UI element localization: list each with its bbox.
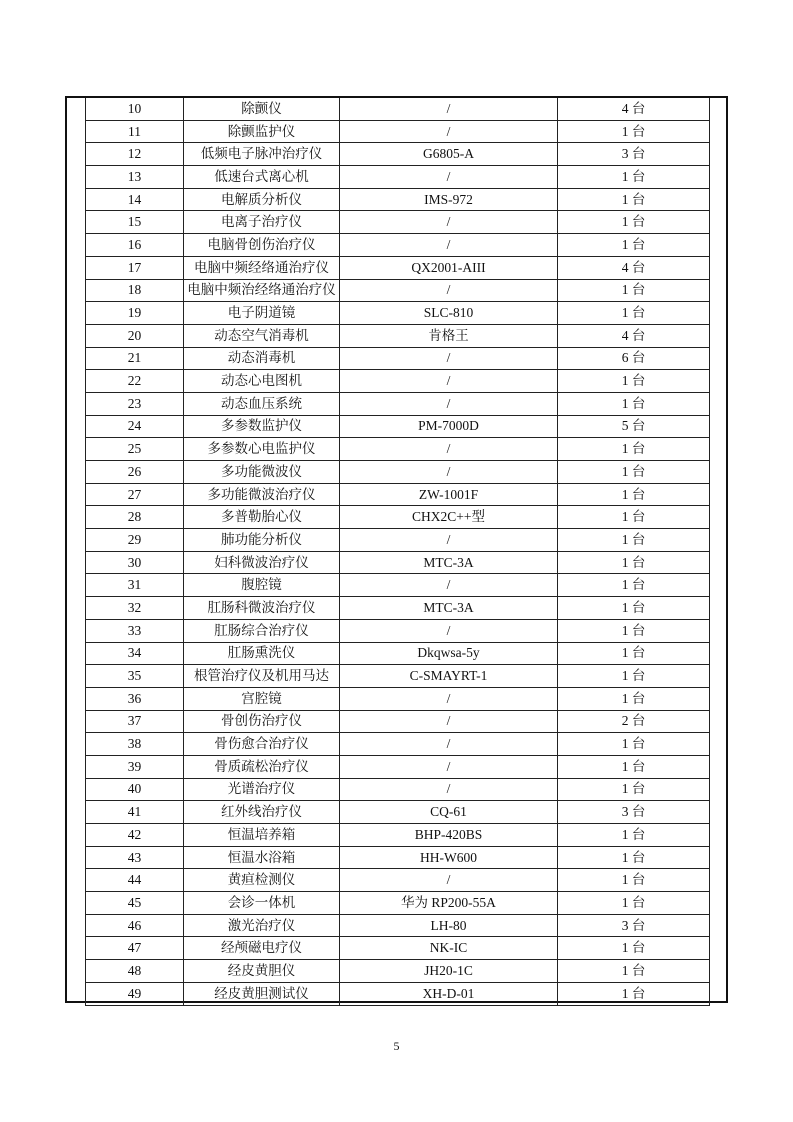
model-cell: / <box>340 755 558 778</box>
equipment-name-cell: 根管治疗仪及机用马达 <box>184 665 340 688</box>
table-row <box>86 188 710 211</box>
quantity-cell: 1 台 <box>558 778 710 801</box>
row-number-cell: 48 <box>86 960 184 983</box>
table-row <box>86 801 710 824</box>
table-row <box>86 665 710 688</box>
row-number-cell: 31 <box>86 574 184 597</box>
model-cell: / <box>340 733 558 756</box>
equipment-name-cell: 光谱治疗仪 <box>184 778 340 801</box>
quantity-cell: 1 台 <box>558 211 710 234</box>
equipment-name-cell: 黄疸检测仪 <box>184 869 340 892</box>
quantity-cell: 2 台 <box>558 710 710 733</box>
row-number-cell: 32 <box>86 597 184 620</box>
model-cell: IMS-972 <box>340 188 558 211</box>
equipment-name-cell: 肛肠综合治疗仪 <box>184 619 340 642</box>
row-number-cell: 12 <box>86 143 184 166</box>
table-row <box>86 710 710 733</box>
table-row <box>86 551 710 574</box>
table-row <box>86 824 710 847</box>
equipment-name-cell: 电离子治疗仪 <box>184 211 340 234</box>
model-cell: / <box>340 710 558 733</box>
quantity-cell: 4 台 <box>558 98 710 120</box>
equipment-name-cell: 骨创伤治疗仪 <box>184 710 340 733</box>
table-row <box>86 869 710 892</box>
equipment-name-cell: 电子阴道镜 <box>184 302 340 325</box>
model-cell: PM-7000D <box>340 415 558 438</box>
quantity-cell: 1 台 <box>558 960 710 983</box>
model-cell: NK-IC <box>340 937 558 960</box>
row-number-cell: 10 <box>86 98 184 120</box>
model-cell: / <box>340 687 558 710</box>
equipment-name-cell: 激光治疗仪 <box>184 914 340 937</box>
equipment-name-cell: 电解质分析仪 <box>184 188 340 211</box>
model-cell: JH20-1C <box>340 960 558 983</box>
quantity-cell: 1 台 <box>558 574 710 597</box>
quantity-cell: 1 台 <box>558 824 710 847</box>
table-row <box>86 982 710 1005</box>
quantity-cell: 1 台 <box>558 461 710 484</box>
table-row <box>86 234 710 257</box>
model-cell: / <box>340 461 558 484</box>
quantity-cell: 1 台 <box>558 120 710 143</box>
row-number-cell: 41 <box>86 801 184 824</box>
equipment-name-cell: 动态消毒机 <box>184 347 340 370</box>
table-row <box>86 324 710 347</box>
table-row <box>86 483 710 506</box>
equipment-name-cell: 多参数心电监护仪 <box>184 438 340 461</box>
equipment-name-cell: 经皮黄胆测试仪 <box>184 982 340 1005</box>
quantity-cell: 1 台 <box>558 551 710 574</box>
model-cell: / <box>340 438 558 461</box>
row-number-cell: 45 <box>86 892 184 915</box>
equipment-name-cell: 多功能微波仪 <box>184 461 340 484</box>
quantity-cell: 3 台 <box>558 801 710 824</box>
row-number-cell: 20 <box>86 324 184 347</box>
row-number-cell: 33 <box>86 619 184 642</box>
row-number-cell: 16 <box>86 234 184 257</box>
quantity-cell: 1 台 <box>558 665 710 688</box>
equipment-name-cell: 妇科微波治疗仪 <box>184 551 340 574</box>
quantity-cell: 4 台 <box>558 324 710 347</box>
row-number-cell: 19 <box>86 302 184 325</box>
row-number-cell: 26 <box>86 461 184 484</box>
quantity-cell: 4 台 <box>558 256 710 279</box>
model-cell: ZW-1001F <box>340 483 558 506</box>
row-number-cell: 18 <box>86 279 184 302</box>
row-number-cell: 49 <box>86 982 184 1005</box>
equipment-name-cell: 宫腔镜 <box>184 687 340 710</box>
row-number-cell: 11 <box>86 120 184 143</box>
table-row <box>86 937 710 960</box>
table-row <box>86 279 710 302</box>
row-number-cell: 30 <box>86 551 184 574</box>
table-row <box>86 506 710 529</box>
model-cell: / <box>340 279 558 302</box>
row-number-cell: 23 <box>86 392 184 415</box>
model-cell: Dkqwsa-5y <box>340 642 558 665</box>
model-cell: / <box>340 166 558 189</box>
quantity-cell: 1 台 <box>558 370 710 393</box>
quantity-cell: 1 台 <box>558 483 710 506</box>
model-cell: CHX2C++型 <box>340 506 558 529</box>
model-cell: / <box>340 370 558 393</box>
quantity-cell: 1 台 <box>558 687 710 710</box>
model-cell: G6805-A <box>340 143 558 166</box>
row-number-cell: 14 <box>86 188 184 211</box>
quantity-cell: 1 台 <box>558 597 710 620</box>
row-number-cell: 44 <box>86 869 184 892</box>
equipment-name-cell: 电脑中频治经络通治疗仪 <box>184 279 340 302</box>
table-row <box>86 642 710 665</box>
equipment-name-cell: 除颤监护仪 <box>184 120 340 143</box>
row-number-cell: 27 <box>86 483 184 506</box>
row-number-cell: 34 <box>86 642 184 665</box>
quantity-cell: 1 台 <box>558 733 710 756</box>
quantity-cell: 1 台 <box>558 619 710 642</box>
model-cell: 华为 RP200-55A <box>340 892 558 915</box>
row-number-cell: 47 <box>86 937 184 960</box>
equipment-name-cell: 腹腔镜 <box>184 574 340 597</box>
quantity-cell: 1 台 <box>558 529 710 552</box>
model-cell: / <box>340 211 558 234</box>
model-cell: XH-D-01 <box>340 982 558 1005</box>
equipment-name-cell: 肛肠熏洗仪 <box>184 642 340 665</box>
model-cell: / <box>340 120 558 143</box>
row-number-cell: 46 <box>86 914 184 937</box>
row-number-cell: 35 <box>86 665 184 688</box>
row-number-cell: 17 <box>86 256 184 279</box>
quantity-cell: 1 台 <box>558 188 710 211</box>
equipment-name-cell: 恒温水浴箱 <box>184 846 340 869</box>
row-number-cell: 13 <box>86 166 184 189</box>
table-row <box>86 892 710 915</box>
row-number-cell: 39 <box>86 755 184 778</box>
row-number-cell: 43 <box>86 846 184 869</box>
row-number-cell: 36 <box>86 687 184 710</box>
table-row <box>86 733 710 756</box>
quantity-cell: 3 台 <box>558 143 710 166</box>
quantity-cell: 3 台 <box>558 914 710 937</box>
model-cell: / <box>340 529 558 552</box>
row-number-cell: 21 <box>86 347 184 370</box>
row-number-cell: 37 <box>86 710 184 733</box>
equipment-name-cell: 肺功能分析仪 <box>184 529 340 552</box>
page-number: 5 <box>393 1039 400 1053</box>
model-cell: / <box>340 869 558 892</box>
table-row <box>86 778 710 801</box>
equipment-table-body <box>86 98 710 1005</box>
quantity-cell: 1 台 <box>558 506 710 529</box>
equipment-name-cell: 动态心电图机 <box>184 370 340 393</box>
table-row <box>86 438 710 461</box>
model-cell: / <box>340 98 558 120</box>
table-row <box>86 461 710 484</box>
equipment-name-cell: 电脑中频经络通治疗仪 <box>184 256 340 279</box>
model-cell: SLC-810 <box>340 302 558 325</box>
equipment-name-cell: 动态血压系统 <box>184 392 340 415</box>
table-row <box>86 120 710 143</box>
quantity-cell: 1 台 <box>558 869 710 892</box>
table-row <box>86 211 710 234</box>
model-cell: QX2001-AIII <box>340 256 558 279</box>
equipment-name-cell: 经颅磁电疗仪 <box>184 937 340 960</box>
equipment-name-cell: 低速台式离心机 <box>184 166 340 189</box>
model-cell: / <box>340 619 558 642</box>
quantity-cell: 1 台 <box>558 892 710 915</box>
equipment-name-cell: 红外线治疗仪 <box>184 801 340 824</box>
equipment-name-cell: 电脑骨创伤治疗仪 <box>184 234 340 257</box>
model-cell: / <box>340 574 558 597</box>
quantity-cell: 5 台 <box>558 415 710 438</box>
quantity-cell: 1 台 <box>558 846 710 869</box>
model-cell: CQ-61 <box>340 801 558 824</box>
table-row <box>86 755 710 778</box>
quantity-cell: 1 台 <box>558 166 710 189</box>
equipment-name-cell: 多普勒胎心仪 <box>184 506 340 529</box>
table-row <box>86 960 710 983</box>
row-number-cell: 42 <box>86 824 184 847</box>
equipment-name-cell: 恒温培养箱 <box>184 824 340 847</box>
row-number-cell: 28 <box>86 506 184 529</box>
table-row <box>86 98 710 120</box>
equipment-name-cell: 动态空气消毒机 <box>184 324 340 347</box>
quantity-cell: 1 台 <box>558 982 710 1005</box>
row-number-cell: 22 <box>86 370 184 393</box>
equipment-name-cell: 多功能微波治疗仪 <box>184 483 340 506</box>
model-cell: / <box>340 234 558 257</box>
equipment-table <box>85 98 710 1006</box>
model-cell: C-SMAYRT-1 <box>340 665 558 688</box>
row-number-cell: 40 <box>86 778 184 801</box>
table-row <box>86 846 710 869</box>
table-row <box>86 256 710 279</box>
row-number-cell: 25 <box>86 438 184 461</box>
table-row <box>86 347 710 370</box>
row-number-cell: 24 <box>86 415 184 438</box>
table-row <box>86 574 710 597</box>
model-cell: HH-W600 <box>340 846 558 869</box>
table-row <box>86 619 710 642</box>
quantity-cell: 1 台 <box>558 302 710 325</box>
row-number-cell: 15 <box>86 211 184 234</box>
quantity-cell: 1 台 <box>558 438 710 461</box>
model-cell: MTC-3A <box>340 551 558 574</box>
model-cell: / <box>340 778 558 801</box>
model-cell: 肯格王 <box>340 324 558 347</box>
table-row <box>86 302 710 325</box>
table-row <box>86 687 710 710</box>
table-row <box>86 597 710 620</box>
model-cell: MTC-3A <box>340 597 558 620</box>
quantity-cell: 1 台 <box>558 279 710 302</box>
table-row <box>86 166 710 189</box>
equipment-name-cell: 低频电子脉冲治疗仪 <box>184 143 340 166</box>
quantity-cell: 1 台 <box>558 234 710 257</box>
table-row <box>86 370 710 393</box>
quantity-cell: 1 台 <box>558 642 710 665</box>
model-cell: / <box>340 347 558 370</box>
equipment-name-cell: 多参数监护仪 <box>184 415 340 438</box>
table-row <box>86 392 710 415</box>
quantity-cell: 1 台 <box>558 755 710 778</box>
model-cell: BHP-420BS <box>340 824 558 847</box>
table-row <box>86 143 710 166</box>
table-row <box>86 529 710 552</box>
row-number-cell: 38 <box>86 733 184 756</box>
table-row <box>86 415 710 438</box>
quantity-cell: 6 台 <box>558 347 710 370</box>
quantity-cell: 1 台 <box>558 937 710 960</box>
equipment-name-cell: 肛肠科微波治疗仪 <box>184 597 340 620</box>
model-cell: LH-80 <box>340 914 558 937</box>
equipment-name-cell: 经皮黄胆仪 <box>184 960 340 983</box>
equipment-name-cell: 骨伤愈合治疗仪 <box>184 733 340 756</box>
row-number-cell: 29 <box>86 529 184 552</box>
equipment-name-cell: 骨质疏松治疗仪 <box>184 755 340 778</box>
table-row <box>86 914 710 937</box>
equipment-name-cell: 会诊一体机 <box>184 892 340 915</box>
equipment-name-cell: 除颤仪 <box>184 98 340 120</box>
model-cell: / <box>340 392 558 415</box>
quantity-cell: 1 台 <box>558 392 710 415</box>
